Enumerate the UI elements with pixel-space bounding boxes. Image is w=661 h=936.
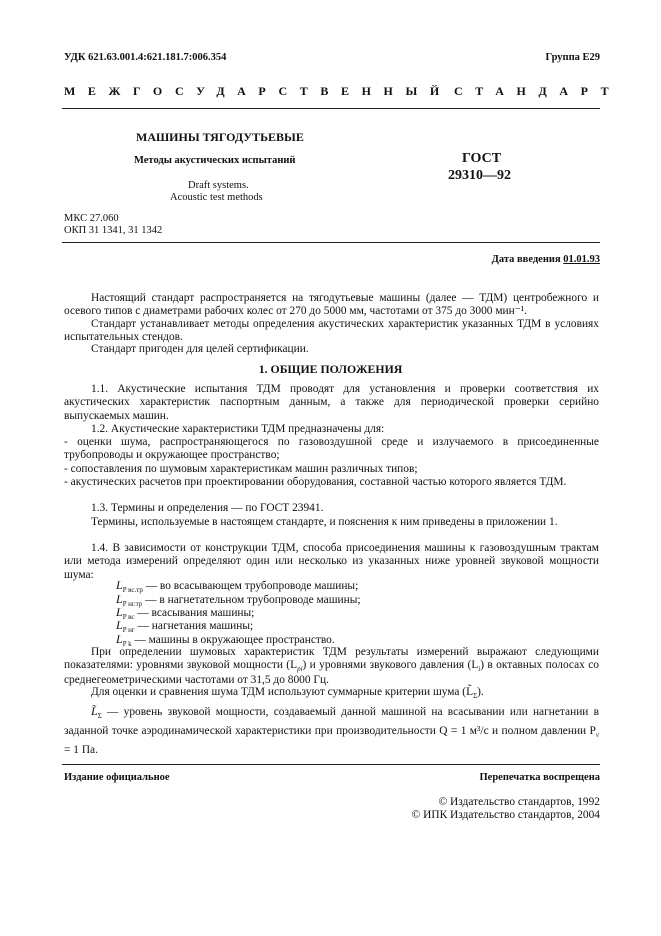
symbol-line-2: $L_{P нг.тр}$ — в нагнетательном трубопроводе машины;: [116, 592, 361, 608]
bullet-3: - акустических расчетов при проектировании оборудования, составной частью которого является ТДМ.: [64, 476, 567, 488]
intro-date: [492, 254, 600, 265]
english-title-line2: Acoustic test methods: [170, 192, 263, 203]
gost-number: 29310—92: [448, 168, 511, 183]
intro-paragraph-2: Стандарт устанавливает методы определения акустических характеристик указанных ТДМ в условиях испытательных стендов.: [64, 318, 599, 344]
intro-paragraph-3: Стандарт пригоден для целей сертификации.: [91, 343, 309, 355]
paragraph-1-3-terms: Термины, используемые в настоящем стандарте, и пояснения к ним приведены в приложении 1.: [91, 516, 558, 528]
bullet-1: - оценки шума, распространяющегося по газовоздушной среде и излучаемого в присоединенные трубопроводы и окружающее пространство;: [64, 436, 599, 462]
bullet-2: - сопоставления по шумовым характеристикам машин различных типов;: [64, 463, 418, 475]
standard-banner-right: СТАНДАРТ: [454, 84, 622, 98]
copyright-1992: © Издательство стандартов, 1992: [438, 796, 600, 808]
paragraph-definition: $L̃_\Sigma$ — уровень звуковой мощности, создаваемый данной машиной на всасывании или нагнетании в заданной точке аэродинамической характеристики при производительности Q = 1 м³/с и полном давлении $P_v = 1$ Па.: [64, 704, 599, 756]
symbol-line-5: $L_{P k}$ — машины в окружающее пространство.: [116, 632, 335, 648]
doc-subtitle: Методы акустических испытаний: [134, 155, 296, 166]
copyright-2004: © ИПК Издательство стандартов, 2004: [411, 809, 600, 821]
intro-paragraph-1: Настоящий стандарт распространяется на тягодутьевые машины (далее — ТДМ) центробежного и осевого типов с диаметрами рабочих колес от 270 до 5000 мм, частотами от 375 до 3000 мин⁻¹.: [64, 292, 599, 318]
standard-banner-left: МЕЖГОСУДАРСТВЕННЫЙ: [64, 84, 452, 98]
paragraph-criteria: Для оценки и сравнения шума ТДМ используют суммарные критерии шума $(L̃_\Sigma)$.: [91, 686, 484, 700]
footer-rule: [62, 764, 600, 765]
paragraph-1-3: 1.3. Термины и определения — по ГОСТ 23941.: [91, 502, 324, 514]
intro-date-value: 01.01.93: [563, 254, 600, 265]
okp-code: ОКП 31 1341, 31 1342: [64, 225, 163, 236]
symbol-line-4: $L_{P нг}$ — нагнетания машины;: [116, 618, 254, 634]
paragraph-1-2: 1.2. Акустические характеристики ТДМ предназначены для:: [91, 423, 385, 435]
title-rule: [62, 242, 600, 243]
paragraph-1-1: 1.1. Акустические испытания ТДМ проводят для установления и проверки соответствия их акустических характеристик паспортным данным, а также для периодической проверки серийно выпускаемых машин.: [64, 383, 599, 422]
paragraph-1-4: 1.4. В зависимости от конструкции ТДМ, способа присоединения машины к газовоздушным трактам или метода измерений определяют один или несколько из указанных ниже уровней звуковой мощности шума:: [64, 542, 599, 581]
header-rule: [62, 108, 600, 109]
paragraph-indicators: При определении шумовых характеристик ТДМ результаты измерений выражают следующими показателями: уровнями звуковой мощности $(L_{pi})$ и уровнями звукового давления $(L_i)$ в октавных полосах со среднегеометрическими частотами от 31,5 до 8000 Гц.: [64, 646, 599, 686]
section-heading: 1. ОБЩИЕ ПОЛОЖЕНИЯ: [258, 362, 403, 376]
group-code: Группа Е29: [545, 52, 600, 63]
intro-date-label: Дата введения: [491, 254, 561, 265]
english-title-line1: Draft systems.: [188, 180, 249, 191]
gost-label: ГОСТ: [462, 151, 502, 166]
doc-title: МАШИНЫ ТЯГОДУТЬЕВЫЕ: [136, 130, 304, 144]
symbol-line-1: $L_{P вс.тр}$ — во всасывающем трубопроводе машины;: [116, 578, 359, 594]
symbol-line-3: $L_{P вс}$ — всасывания машины;: [116, 605, 255, 621]
mks-code: МКС 27.060: [64, 213, 119, 224]
official-edition: Издание официальное: [64, 772, 170, 783]
reprint-prohibited: Перепечатка воспрещена: [479, 772, 600, 783]
udk-code: УДК 621.63.001.4:621.181.7:006.354: [64, 52, 227, 63]
